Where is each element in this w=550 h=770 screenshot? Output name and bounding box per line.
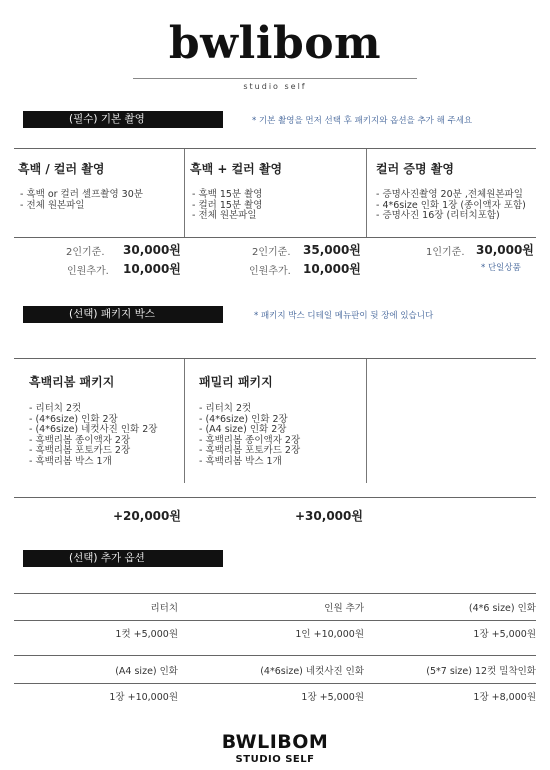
option-person-price: 1인 +10,000원 [295,629,364,640]
basic-col1-title: 흑백 / 컬러 촬영 [18,162,105,176]
package-col2-title: 패밀리 패키지 [199,375,273,389]
basic-divider-2 [366,149,367,237]
package-section-bar: (선택) 패키지 박스 [23,306,223,323]
list-item: - 흑백리봄 포토카드 2장 [29,445,131,456]
list-item: - 흑백리봄 종이액자 2장 [29,434,131,446]
basic-divider-1 [184,149,185,237]
package-col2-items [199,404,300,467]
package-bottom-rule [14,497,536,498]
package-top-rule [14,358,536,359]
list-item: - 리터치 2컷 [29,403,82,414]
list-item: - 흑백리봄 박스 1개 [29,455,112,467]
package-col2-price: +30,000원 [295,509,363,523]
basic-col2-extra: 10,000원 [303,262,361,276]
option-4cut-name: (4*6size) 네컷사진 인화 [260,666,364,677]
list-item: - 컬러 15분 촬영 [192,199,263,211]
option-5x7-price: 1장 +8,000원 [473,692,536,703]
brand-title: bwlibom [168,18,382,69]
basic-col2-title: 흑백 + 컬러 촬영 [190,162,283,176]
list-item: - (4*6size) 네컷사진 인화 2장 [29,424,158,435]
list-item: - (4*6size) 인화 2장 [199,413,288,425]
options-rule-1 [14,593,536,594]
list-item: - 증명사진촬영 20분 ,전체원본파일 [376,189,523,200]
option-a4-price: 1장 +10,000원 [109,692,178,703]
list-item: - (4*6size) 인화 2장 [29,413,118,425]
basic-col1-extra: 10,000원 [123,262,181,276]
basic-col3-items [376,190,526,222]
option-5x7-name: (5*7 size) 12컷 밀착인화 [426,666,536,677]
package-col1-price: +20,000원 [113,509,181,523]
brand-divider [133,78,417,79]
options-section-bar: (선택) 추가 옵션 [23,550,223,567]
options-rule-4 [14,683,536,684]
basic-top-rule [14,148,536,149]
brand-subtitle: studio self [243,82,307,91]
package-col1-title: 흑백리봄 패키지 [29,375,115,389]
options-rule-2 [14,620,536,621]
list-item: - 흑백리봄 박스 1개 [199,455,282,467]
basic-col3-title: 컬러 증명 촬영 [376,162,454,176]
list-item: - 전체 원본파일 [192,210,257,221]
list-item: - 흑백 or 컬러 셀프촬영 30분 [20,189,143,200]
list-item: - 흑백리봄 종이액자 2장 [199,434,301,446]
footer-logo: BWLIBOM [221,731,329,753]
list-item: - 리터치 2컷 [199,403,252,414]
option-person-name: 인원 추가 [324,603,364,614]
package-divider-1 [184,359,185,483]
package-note: * 패키지 박스 디테일 메뉴판이 뒷 장에 있습니다 [254,311,434,321]
basic-col3-price-label: 1인기준. [426,247,465,258]
basic-section-bar: (필수) 기본 촬영 [23,111,223,128]
options-rule-3 [14,655,536,656]
basic-col1-extra-label: 인원추가. [67,266,109,277]
option-retouch-name: 리터치 [150,603,178,614]
list-item: - 증명사진 16장 (리터치포함) [376,210,500,221]
basic-col2-price-label: 2인기준. [252,247,291,258]
basic-col1-price: 30,000원 [123,243,181,257]
basic-col1-items [20,190,143,211]
basic-col2-extra-label: 인원추가. [249,266,291,277]
option-a4-name: (A4 size) 인화 [115,666,178,677]
package-divider-2 [366,359,367,483]
list-item: - 4*6size 인화 1장 (종이액자 포함) [376,199,526,211]
list-item: - 흑백 15분 촬영 [192,189,263,200]
list-item: - 전체 원본파일 [20,199,85,211]
basic-col2-items [192,190,262,222]
basic-col1-price-label: 2인기준. [66,247,105,258]
option-4x6-name: (4*6 size) 인화 [468,603,536,614]
basic-bottom-rule [14,237,536,238]
package-col1-items [29,404,157,467]
option-4cut-price: 1장 +5,000원 [301,692,364,703]
footer-logo-subtitle: STUDIO SELF [235,754,315,765]
list-item: - 흑백리봄 포토카드 2장 [199,445,301,456]
basic-note: * 기본 촬영을 먼저 선택 후 패키지와 옵션을 추가 해 주세요 [252,116,473,126]
basic-col2-price: 35,000원 [303,243,361,257]
basic-col3-price: 30,000원 [476,243,534,257]
option-4x6-price: 1장 +5,000원 [473,629,536,640]
basic-col3-note: * 단일상품 [481,263,521,273]
option-retouch-price: 1컷 +5,000원 [115,629,178,640]
list-item: - (A4 size) 인화 2장 [199,424,287,435]
